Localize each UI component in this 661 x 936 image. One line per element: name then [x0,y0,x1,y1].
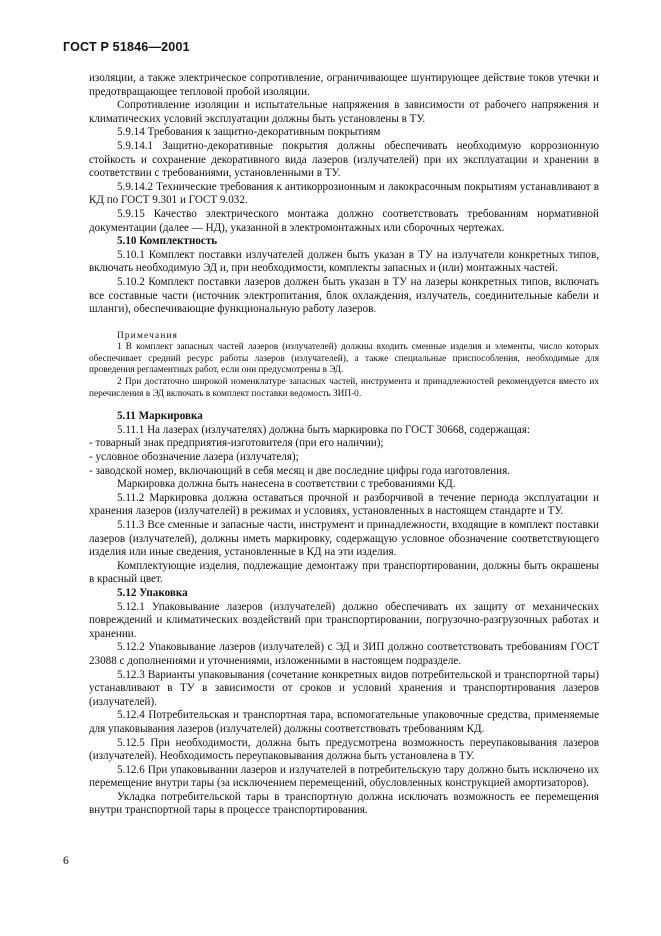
notes-block [89,331,599,401]
paragraph: 5.12.6 При упаковывании лазеров и излучателей в потребительскую тару должно быть исключено их перемещение внутри тары (за исключением перемещений, обусловленных конструкцией амортизаторов). [89,763,599,790]
list-item: - условное обозначение лазера (излучателя); [89,451,299,464]
note-item: 2 При достаточно широкой номенклатуре запасных частей, инструмента и принадлежностей рекомендуется вместо их перечисления в ЭД включать в комплект поставки ведомость ЗИП-0. [89,377,599,399]
paragraph: изоляции, а также электрическое сопротивление, ограничивающее шунтирующее действие токов утечки и предотвращающее тепловой пробой изоляции. [89,72,599,98]
paragraph: 5.9.14 Требования к защитно-декоративным покрытиям [117,126,381,139]
paragraph: Комплектующие изделия, подлежащие демонтажу при транспортировании, должны быть окрашены в красный цвет. [89,559,599,586]
paragraph: 5.9.14.1 Защитно-декоративные покрытия должны обеспечивать необходимую коррозионную стойкость и сохранение декоративного вида лазеров (излучателей) при их эксплуатации и хранении в соответствии с требованиями, установленными в ТУ. [89,139,599,180]
notes-title: Примечания [117,330,179,341]
note-item: 1 В комплект запасных частей лазеров (излучателей) должны входить сменные изделия и элементы, число которых обеспечивает средний ресурс работы лазеров (излучателей), а также специальные приспособления, необходимые для проведения регламентных работ, если они предусмотрены в ЭД. [89,342,599,376]
paragraph: 5.11.3 Все сменные и запасные части, инструмент и принадлежности, входящие в комплект поставки лазеров (излучателей), должны иметь маркировку, содержащую условное обозначение соответствующего изделия или иные сведения, установленные в КД на эти изделия. [89,519,599,559]
document-body [89,72,599,818]
paragraph: 5.12.5 При необходимости, должна быть предусмотрена возможность переупаковывания лазеров (излучателей). Необходимость переупаковывания должна быть установлена в ТУ. [89,736,599,763]
page-number: 6 [63,855,69,867]
paragraph: 5.9.14.2 Технические требования к антикоррозионным и лакокрасочным покрытиям устанавливают в КД по ГОСТ 9.301 и ГОСТ 9.032. [89,180,599,207]
paragraph: 5.11.2 Маркировка должна оставаться прочной и разборчивой в течение периода эксплуатации и хранения лазеров (излучателей) в режимах и условиях, установленных в настоящем стандарте и ТУ. [89,491,599,518]
section-heading: 5.10 Комплектность [117,235,218,248]
paragraph: 5.9.15 Качество электрического монтажа должно соответствовать требованиям нормативной документации (далее — НД), указанной в электромонтажных или сборочных чертежах. [89,207,599,234]
paragraph: 5.11.1 На лазерах (излучателях) должна быть маркировка по ГОСТ 30668, содержащая: [117,423,531,436]
paragraph: 5.10.2 Комплект поставки лазеров должен быть указан в ТУ на лазеры конкретных типов, включать все составные части (источник электропитания, блок охлаждения, излучатель, соединительные кабели и шланги), обеспечивающие функциональную работу лазеров. [89,275,599,316]
paragraph: Маркировка должна быть нанесена в соответствии с требованиями КД. [117,478,456,491]
section-heading: 5.11 Маркировка [117,410,203,423]
paragraph: 5.12.3 Варианты упаковывания (сочетание конкретных видов потребительской и транспортной тары) устанавливают в ТУ в зависимости от сроков и условий хранения и транспортирования лазеров (излучателей). [89,668,599,708]
paragraph: 5.12.4 Потребительская и транспортная тара, вспомогательные упаковочные средства, применяемые для упаковывания лазеров (излучателей) должны соответствовать требованиям КД. [89,709,599,735]
paragraph: Сопротивление изоляции и испытательные напряжения в зависимости от рабочего напряжения и климатических условий эксплуатации должны быть установлены в ТУ. [89,99,599,125]
paragraph: 5.12.1 Упаковывание лазеров (излучателей) должно обеспечивать их защиту от механических повреждений и климатических воздействий при транспортировании, погрузочно-разгрузочных работах и хранении. [89,600,599,640]
list-item: - товарный знак предприятия-изготовителя (при его наличии); [89,437,384,450]
list-item: - заводской номер, включающий в себя месяц и две последние цифры года изготовления. [89,464,510,477]
paragraph: Укладка потребительской тары в транспортную должна исключать возможность ее перемещения внутри транспортной тары в процессе транспортирования. [89,790,599,817]
paragraph: 5.10.1 Комплект поставки излучателей должен быть указан в ТУ на излучатели конкретных типов, включать необходимую ЭД и, при необходимости, комплекты запасных и (или) монтажных частей. [89,248,599,275]
section-heading: 5.12 Упаковка [117,586,188,599]
paragraph: 5.12.2 Упаковывание лазеров (излучателей) с ЭД и ЗИП должно соответствовать требованиям ГОСТ 23088 с дополнениями и уточнениями, изложенными в настоящем подразделе. [89,641,599,667]
document-header: ГОСТ Р 51846—2001 [63,40,190,54]
